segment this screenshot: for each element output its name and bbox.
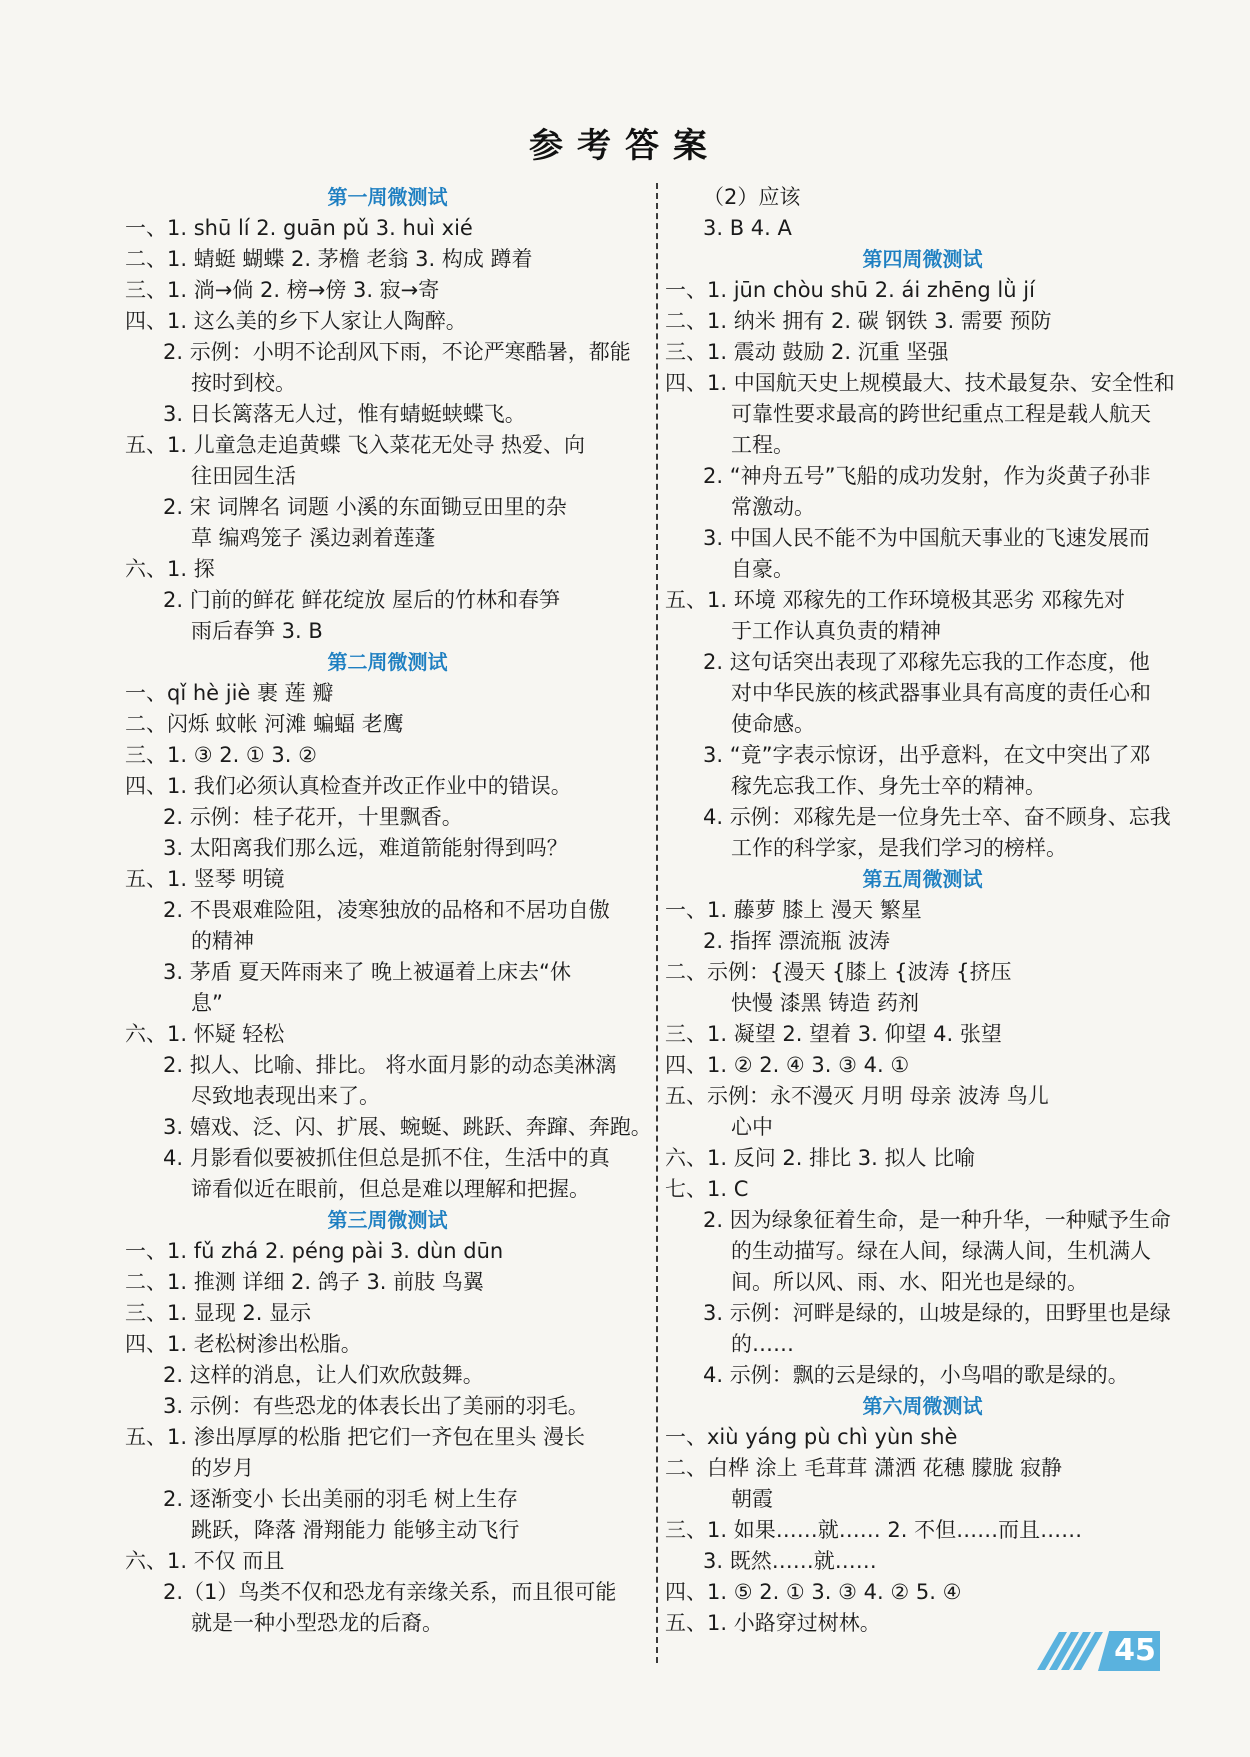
- answer-line: 四、1. ② 2. ④ 3. ③ 4. ①: [665, 1053, 910, 1077]
- answer-line: 可靠性要求最高的跨世纪重点工程是载人航天: [731, 402, 1151, 426]
- answer-line: 2. 这样的消息，让人们欢欣鼓舞。: [163, 1363, 484, 1387]
- answer-line: 4. 示例：邓稼先是一位身先士卒、奋不顾身、忘我: [703, 805, 1171, 829]
- answer-line: （2）应该: [703, 185, 801, 209]
- answer-line: 二、1. 纳米 拥有 2. 碳 钢铁 3. 需要 预防: [665, 309, 1052, 333]
- answer-line: 2. 拟人、比喻、排比。 将水面月影的动态美淋漓: [163, 1053, 617, 1077]
- section-heading: 第四周微测试: [862, 247, 983, 271]
- section-heading: 第一周微测试: [327, 185, 448, 209]
- answer-line: 2. 示例：小明不论刮风下雨，不论严寒酷暑，都能: [163, 340, 631, 364]
- answer-line: 三、1. 如果……就…… 2. 不但……而且……: [665, 1518, 1083, 1542]
- answer-line: 三、1. 震动 鼓励 2. 沉重 坚强: [665, 340, 949, 364]
- section-heading: 第六周微测试: [862, 1394, 983, 1418]
- answer-line: 工作的科学家，是我们学习的榜样。: [731, 836, 1067, 860]
- answer-line: 2. 因为绿象征着生命，是一种升华，一种赋予生命: [703, 1208, 1171, 1232]
- answer-line: 的精神: [191, 929, 254, 953]
- answer-line: 六、1. 不仅 而且: [125, 1549, 285, 1573]
- answer-line: 四、1. 老松树渗出松脂。: [125, 1332, 362, 1356]
- answer-line: 息”: [191, 991, 223, 1015]
- answer-line: 4. 示例：飘的云是绿的，小鸟唱的歌是绿的。: [703, 1363, 1129, 1387]
- answer-line: 2. 这句话突出表现了邓稼先忘我的工作态度，他: [703, 650, 1150, 674]
- section-heading: 第三周微测试: [327, 1208, 448, 1232]
- answer-line: 对中华民族的核武器事业具有高度的责任心和: [731, 681, 1151, 705]
- answer-line: 六、1. 探: [125, 557, 215, 581]
- answer-line: 心中: [731, 1115, 773, 1139]
- answer-line: 常激动。: [731, 495, 815, 519]
- answer-line: 3. 嬉戏、泛、闪、扩展、蜿蜒、跳跃、奔蹿、奔跑。: [163, 1115, 652, 1139]
- answer-line: 五、1. 环境 邓稼先的工作环境极其恶劣 邓稼先对: [665, 588, 1126, 612]
- answer-line: 快慢 漆黑 铸造 药剂: [731, 991, 920, 1015]
- answer-line: 五、1. 渗出厚厚的松脂 把它们一齐包在里头 漫长: [125, 1425, 586, 1449]
- answer-line: 四、1. 这么美的乡下人家让人陶醉。: [125, 309, 467, 333]
- answer-line: 3. 太阳离我们那么远，难道箭能射得到吗？: [163, 836, 568, 860]
- answer-line: 五、1. 竖琴 明镜: [125, 867, 285, 891]
- answers-right-column: [665, 182, 1180, 1639]
- answer-line: 2. 逐渐变小 长出美丽的羽毛 树上生存: [163, 1487, 519, 1511]
- page-number: 45: [1114, 1633, 1156, 1668]
- answer-line: 工程。: [731, 433, 794, 457]
- answer-line: 二、示例：{漫天 {膝上 {波涛 {挤压: [665, 960, 1012, 984]
- answer-line: 就是一种小型恐龙的后裔。: [191, 1611, 443, 1635]
- answer-line: 五、1. 儿童急走追黄蝶 飞入菜花无处寻 热爱、向: [125, 433, 586, 457]
- answer-line: 的……: [731, 1332, 794, 1356]
- answer-line: 间。所以风、雨、水、阳光也是绿的。: [731, 1270, 1088, 1294]
- answer-line: 3. “竟”字表示惊讶，出乎意料，在文中突出了邓: [703, 743, 1151, 767]
- answer-line: 2. 宋 词牌名 词题 小溪的东面锄豆田里的杂: [163, 495, 567, 519]
- answer-line: 按时到校。: [191, 371, 296, 395]
- column-divider: [656, 183, 658, 1663]
- answer-line: 七、1. C: [665, 1177, 749, 1201]
- answer-line: 3. 日长篱落无人过，惟有蜻蜓蛱蝶飞。: [163, 402, 526, 426]
- answer-line: 三、1. 凝望 2. 望着 3. 仰望 4. 张望: [665, 1022, 1002, 1046]
- answer-line: 六、1. 反问 2. 排比 3. 拟人 比喻: [665, 1146, 976, 1170]
- answer-line: 三、1. ③ 2. ① 3. ②: [125, 743, 317, 767]
- answer-line: 2. 不畏艰难险阻，凌寒独放的品格和不居功自傲: [163, 898, 610, 922]
- answer-line: 二、1. 推测 详细 2. 鸽子 3. 前肢 鸟翼: [125, 1270, 484, 1294]
- section-heading: 第五周微测试: [862, 867, 983, 891]
- answer-line: 雨后春笋 3. B: [191, 619, 323, 643]
- answer-line: 四、1. 中国航天史上规模最大、技术最复杂、安全性和: [665, 371, 1175, 395]
- answer-line: 四、1. 我们必须认真检查并改正作业中的错误。: [125, 774, 572, 798]
- answer-line: 使命感。: [731, 712, 815, 736]
- answer-line: 的岁月: [191, 1456, 254, 1480]
- answer-line: 二、白桦 涂上 毛茸茸 潇洒 花穗 朦胧 寂静: [665, 1456, 1063, 1480]
- answer-line: 二、闪烁 蚊帐 河滩 蝙蝠 老鹰: [125, 712, 404, 736]
- answer-line: 2. 门前的鲜花 鲜花绽放 屋后的竹林和春笋: [163, 588, 561, 612]
- answer-line: 朝霞: [731, 1487, 773, 1511]
- answer-line: 一、1. 藤萝 膝上 漫天 繁星: [665, 898, 922, 922]
- answer-line: 二、1. 蜻蜓 蝴蝶 2. 茅檐 老翁 3. 构成 蹲着: [125, 247, 533, 271]
- answer-line: 五、示例：永不漫灭 月明 母亲 波涛 鸟儿: [665, 1084, 1049, 1108]
- answer-line: 一、1. jūn chòu shū 2. ái zhēng lǜ jí: [665, 278, 1035, 302]
- answer-line: 3. 中国人民不能不为中国航天事业的飞速发展而: [703, 526, 1150, 550]
- answer-line: 的生动描写。绿在人间，绿满人间，生机满人: [731, 1239, 1151, 1263]
- answer-line: 一、1. shū lí 2. guān pǔ 3. huì xié: [125, 216, 473, 240]
- answer-line: 一、xiù yáng pù chì yùn shè: [665, 1425, 958, 1449]
- answer-line: 3. B 4. A: [703, 216, 792, 240]
- answer-line: 2.（1）鸟类不仅和恐龙有亲缘关系，而且很可能: [163, 1580, 617, 1604]
- answer-line: 谛看似近在眼前，但总是难以理解和把握。: [191, 1177, 590, 1201]
- answer-line: 2. 指挥 漂流瓶 波涛: [703, 929, 891, 953]
- answer-line: 4. 月影看似要被抓住但总是抓不住，生活中的真: [163, 1146, 610, 1170]
- answers-left-column: [125, 182, 650, 1639]
- answer-line: 往田园生活: [191, 464, 296, 488]
- answer-line: 2. 示例：桂子花开，十里飘香。: [163, 805, 463, 829]
- answer-line: 3. 茅盾 夏天阵雨来了 晚上被逼着上床去“休: [163, 960, 571, 984]
- page-number-tab: [1040, 1628, 1164, 1672]
- answer-line: 3. 示例：河畔是绿的，山坡是绿的，田野里也是绿: [703, 1301, 1171, 1325]
- answer-line: 一、qǐ hè jiè 裹 莲 瓣: [125, 681, 334, 705]
- answer-line: 四、1. ⑤ 2. ① 3. ③ 4. ② 5. ④: [665, 1580, 962, 1604]
- answer-line: 尽致地表现出来了。: [191, 1084, 380, 1108]
- answer-line: 草 编鸡笼子 溪边剥着莲蓬: [191, 526, 436, 550]
- answer-line: 六、1. 怀疑 轻松: [125, 1022, 285, 1046]
- answer-line: 三、1. 显现 2. 显示: [125, 1301, 312, 1325]
- answer-line: 五、1. 小路穿过树林。: [665, 1611, 881, 1635]
- answer-line: 于工作认真负责的精神: [731, 619, 941, 643]
- answer-line: 3. 既然……就……: [703, 1549, 877, 1573]
- section-heading: 第二周微测试: [327, 650, 448, 674]
- answer-line: 3. 示例：有些恐龙的体表长出了美丽的羽毛。: [163, 1394, 589, 1418]
- answer-line: 自豪。: [731, 557, 794, 581]
- answer-line: 2. “神舟五号”飞船的成功发射，作为炎黄子孙非: [703, 464, 1151, 488]
- stripes-decoration: [1040, 1632, 1100, 1670]
- answer-line: 稼先忘我工作、身先士卒的精神。: [731, 774, 1046, 798]
- answer-line: 跳跃，降落 滑翔能力 能够主动飞行: [191, 1518, 520, 1542]
- page-title: 参考答案: [529, 126, 721, 166]
- answer-line: 一、1. fǔ zhá 2. péng pài 3. dùn dūn: [125, 1239, 504, 1263]
- answer-line: 三、1. 淌→倘 2. 榜→傍 3. 寂→寄: [125, 278, 440, 302]
